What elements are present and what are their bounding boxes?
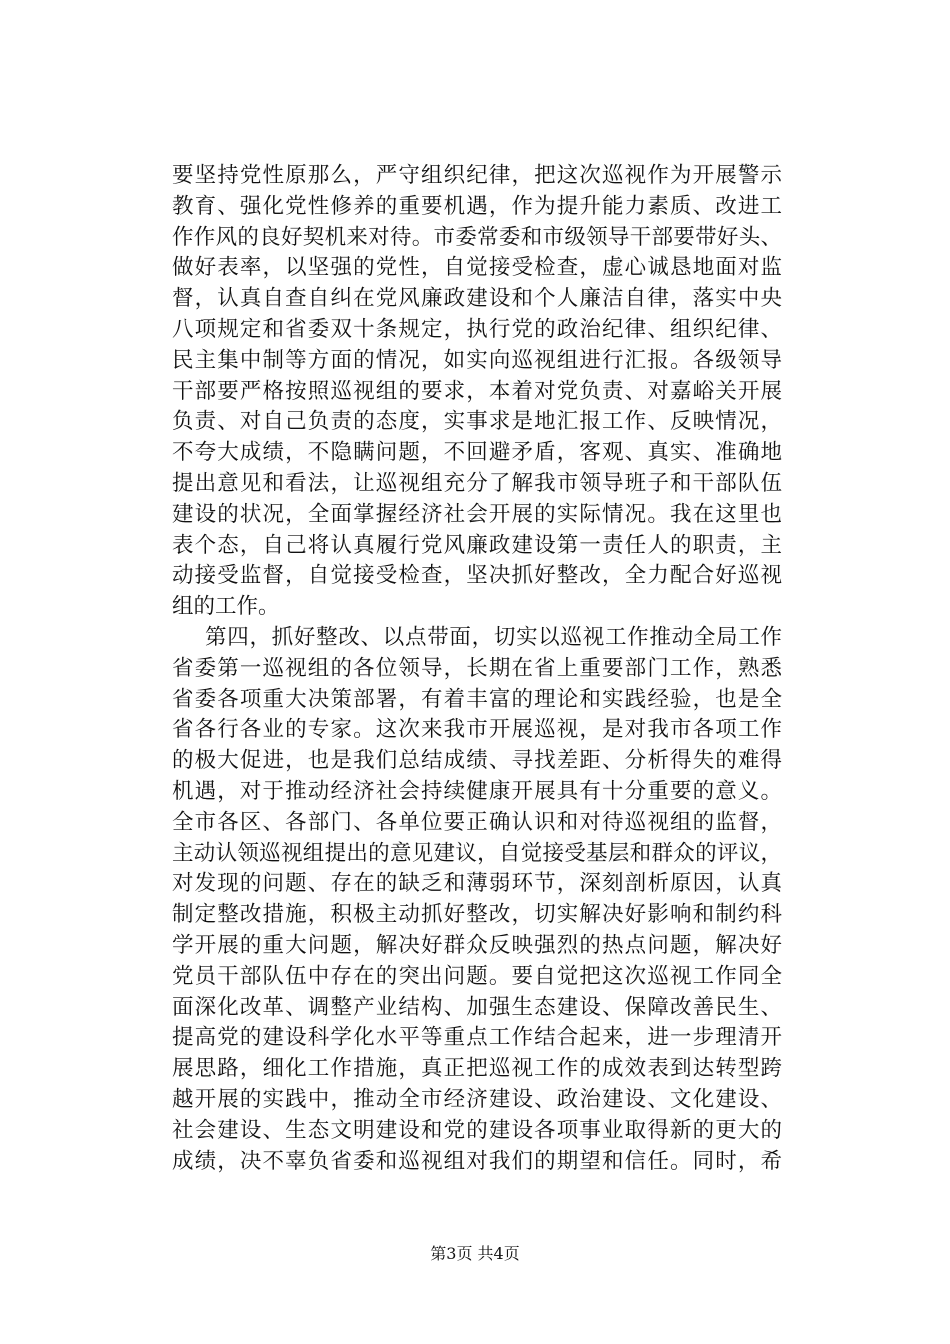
text-line: 机遇，对于推动经济社会持续健康开展具有十分重要的意义。 [172, 778, 782, 804]
text-line: 社会建设、生态文明建设和党的建设各项事业取得新的更大的 [172, 1117, 782, 1143]
text-line: 组的工作。 [172, 594, 280, 620]
text-line: 作作风的良好契机来对待。市委常委和市级领导干部要带好头、 [172, 224, 782, 250]
text-line: 动接受监督，自觉接受检查，坚决抓好整改，全力配合好巡视 [172, 563, 782, 589]
text-line: 提高党的建设科学化水平等重点工作结合起来，进一步理清开 [172, 1025, 782, 1051]
text-line: 省各行各业的专家。这次来我市开展巡视，是对我市各项工作 [172, 717, 782, 743]
text-line: 省委各项重大决策部署，有着丰富的理论和实践经验，也是全 [172, 686, 782, 712]
text-line: 越开展的实践中，推动全市经济建设、政治建设、文化建设、 [172, 1086, 782, 1112]
text-line: 不夸大成绩，不隐瞒问题，不回避矛盾，客观、真实、准确地 [172, 440, 782, 466]
text-line: 主动认领巡视组提出的意见建议，自觉接受基层和群众的评议， [172, 840, 782, 866]
text-line: 表个态，自己将认真履行党风廉政建设第一责任人的职责，主 [172, 532, 782, 558]
text-line: 展思路，细化工作措施，真正把巡视工作的成效表到达转型跨 [172, 1056, 782, 1082]
text-line: 制定整改措施，积极主动抓好整改，切实解决好影响和制约科 [172, 902, 782, 928]
text-line: 全市各区、各部门、各单位要正确认识和对待巡视组的监督， [172, 809, 782, 835]
text-line: 学开展的重大问题，解决好群众反映强烈的热点问题，解决好 [172, 932, 782, 958]
document-body [172, 161, 782, 1177]
text-line: 面深化改革、调整产业结构、加强生态建设、保障改善民生、 [172, 994, 782, 1020]
text-line: 建设的状况，全面掌握经济社会开展的实际情况。我在这里也 [172, 501, 782, 527]
text-line: 成绩，决不辜负省委和巡视组对我们的期望和信任。同时，希 [172, 1148, 782, 1174]
section-heading-line: 第四，抓好整改、以点带面，切实以巡视工作推动全局工作 [205, 624, 782, 650]
text-line: 对发现的问题、存在的缺乏和薄弱环节，深刻剖析原因，认真 [172, 871, 782, 897]
text-line: 民主集中制等方面的情况，如实向巡视组进行汇报。各级领导 [172, 347, 782, 373]
text-line: 要坚持党性原那么，严守组织纪律，把这次巡视作为开展警示 [172, 163, 782, 188]
text-line: 提出意见和看法，让巡视组充分了解我市领导班子和干部队伍 [172, 470, 782, 496]
text-line: 党员干部队伍中存在的突出问题。要自觉把这次巡视工作同全 [172, 963, 782, 989]
page-footer: 第3页 共4页 [430, 1244, 520, 1263]
text-line: 负责、对自己负责的态度，实事求是地汇报工作、反映情况， [172, 409, 782, 435]
text-line: 教育、强化党性修养的重要机遇，作为提升能力素质、改进工 [172, 193, 782, 219]
text-line: 的极大促进，也是我们总结成绩、寻找差距、分析得失的难得 [172, 748, 782, 774]
text-line: 做好表率，以坚强的党性，自觉接受检查，虚心诚恳地面对监 [172, 255, 782, 281]
text-line: 干部要严格按照巡视组的要求，本着对党负责、对嘉峪关开展 [172, 378, 782, 404]
text-line: 省委第一巡视组的各位领导，长期在省上重要部门工作，熟悉 [172, 655, 782, 681]
text-line: 督，认真自查自纠在党风廉政建设和个人廉洁自律，落实中央 [172, 286, 782, 312]
text-line: 八项规定和省委双十条规定，执行党的政治纪律、组织纪律、 [172, 316, 782, 342]
